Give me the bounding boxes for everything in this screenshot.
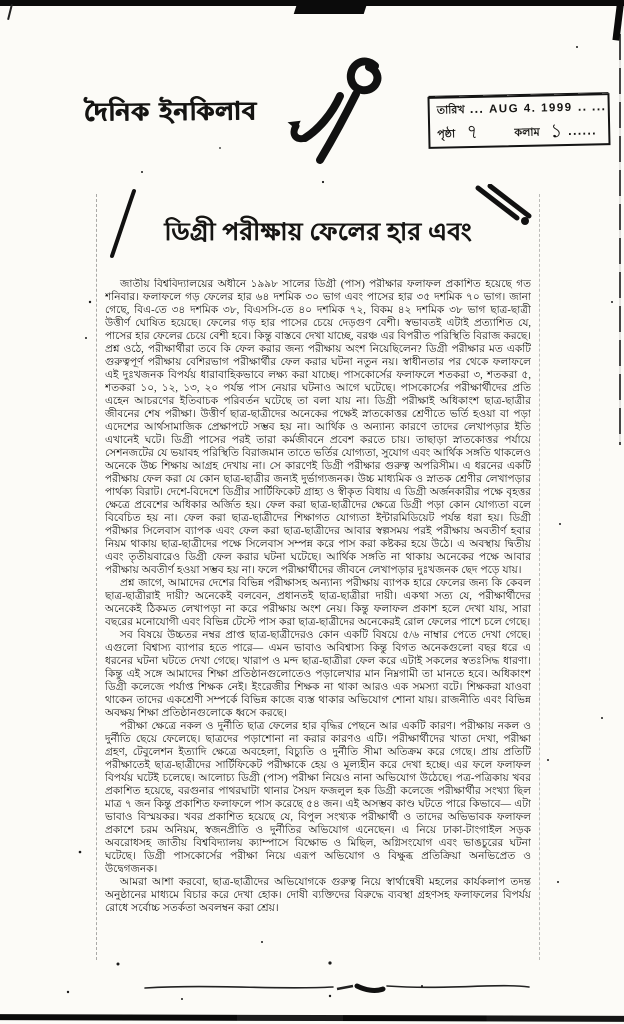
article-headline: ডিগ্রী পরীক্ষায় ফেলের হার এবং xyxy=(164,219,472,247)
article-paragraph: জাতীয় বিশ্ববিদ্যালয়ের অধীনে ১৯৯৮ সালের ডিগ্রী (পাস) পরীক্ষার ফলাফল প্রকাশিত হয়েছে গত শনিবার। ফলাফলে গড় ফেলের হার ৬৪ দশমিক ৩০ ভাগ এবং পাসের হার ৩৫ দশমিক ৭০ ভাগ। জানা গেছে, বিএ-তে ৩৪ দশমিক ৩৮, বিএসসি-তে ৪০ দশমিক ৭২, বিকম ৪২ দশমিক ৩৮ ভাগ ছাত্র-ছাত্রী উত্তীর্ণ ঘোষিত হয়েছে। ফেলের গড় হার পাসের চেয়ে দেড়গুণ বেশী। স্বভাবতই এটাই প্রত্যাশিত যে, পাসের হার ফেলের চেয়ে বেশী হবে। কিন্তু বাস্তবে দেখা যাচ্ছে, বরঞ্চ এর বিপরীত পরিস্থিতি বিরাজ করছে। প্রশ্ন ওঠে, পরীক্ষার্থীরা তবে কি ফেল করার জন্য পরীক্ষায় অংশ নিয়েছিলেন? ডিগ্রী পরীক্ষার মত একটি গুরুত্বপূর্ণ পরীক্ষায় বেশিরভাগ পরীক্ষার্থীর ফেল করার ঘটনা নতুন নয়। স্বাধীনতার পর থেকে ফলাফলে এই দুঃখজনক বিপর্যয় ধারাবাহিকভাবে লক্ষ্য করা যাচ্ছে। পাসকোর্সের ফলাফলে শতকরা ৩, শতকরা ৫, শতকরা ১০, ১২, ১৩, ২০ পর্যন্ত পাস নেয়ার ঘটনাও আগে ঘটেছে। পাসকোর্সের পরীক্ষার্থীদের প্রতি এহেন আচরণের ইতিবাচক পরিবর্তন ঘটেছে তা বলা যায় না। ডিগ্রী পরীক্ষাই অধিকাংশ ছাত্র-ছাত্রীর জীবনের শেষ পরীক্ষা। উত্তীর্ণ ছাত্র-ছাত্রীদের অনেকের পক্ষেই স্নাতকোত্তর শ্রেণীতে ভর্তি হওয়া বা পড়া এদেশের আর্থসামাজিক প্রেক্ষাপটে সম্ভব হয় না। আর্থিক ও অন্যান্য কারণে তাদের লেখাপড়ার ইতি এখানেই ঘটে। ডিগ্রী পাসের পরই তারা কর্মজীবনে প্রবেশ করতে চায়। তাছাড়া স্নাতকোত্তর পর্যায়ে সেশনজটের যে ভয়াবহ পরিস্থিতি বিরাজমান তাতে ভর্তির যোগ্যতা, সুযোগ এবং আর্থিক সঙ্গতি থাকলেও অনেকে উচ্চ শিক্ষায় আগ্রহ দেখায় না। সে কারণেই ডিগ্রী পরীক্ষার গুরুত্ব অপরিসীম। এ ধরনের একটি পরীক্ষায় ফেল করা যে কোন ছাত্র-ছাত্রীর জন্যই দুর্ভাগ্যজনক। উচ্চ মাধ্যমিক ও স্নাতক শ্রেণীর লেখাপড়ার পার্থক্য বিরাট। দেশে-বিদেশে ডিগ্রীর সার্টিফিকেট গ্রাহ্য ও স্বীকৃত বিধায় এ ডিগ্রী অর্জনকারীর পক্ষে বৃহত্তর ক্ষেত্রে প্রবেশের অধিকার অর্জিত হয়। ফেল করা ছাত্র-ছাত্রীদের ক্ষেত্রে ডিগ্রী পড়া কোন যোগ্যতা বলে বিবেচিত হয় না। ফেল করা ছাত্র-ছাত্রীদের শিক্ষাগত যোগ্যতা ইন্টারমিডিয়েট পর্যন্ত ধরা হয়। ডিগ্রী পরীক্ষার সিলেবাস ব্যাপক এবং ফেল করা ছাত্র-ছাত্রীদের আবার স্বল্পসময় পরই পরীক্ষায় অবতীর্ণ হবার নিয়ম থাকায় ছাত্র-ছাত্রীদের পক্ষে সিলেবাস সম্পন্ন করে পাস করা কষ্টকর হয়ে উঠে। এ অবস্থায় দ্বিতীয় এবং তৃতীয়বারেও ডিগ্রী ফেল করার ঘটনা ঘটেছে। আর্থিক সঙ্গতি না থাকায় অনেকের পক্ষে আবার পরীক্ষায় অবতীর্ণ হওয়া সম্ভব হয় না। ফলে পরীক্ষার্থীদের জীবনে লেখাপড়ার দুঃখজনক ছেদ পড়ে যায়। xyxy=(105,278,531,576)
handwritten-page-number: ৭ xyxy=(464,121,480,144)
handwritten-slash-mark xyxy=(107,188,137,260)
page-label: পৃষ্ঠা xyxy=(437,127,456,141)
stamp-date-row xyxy=(436,98,607,120)
article-body xyxy=(105,278,531,976)
column-label: কলাম xyxy=(514,125,540,140)
paper-crease xyxy=(619,0,621,445)
stamp-page-row xyxy=(437,119,601,144)
handwritten-column-number: ১ xyxy=(549,120,564,143)
column-dots: ...... xyxy=(567,126,597,138)
article-paragraph: আমরা আশা করবো, ছাত্র-ছাত্রীদের অভিযোগকে গুরুত্ব নিয়ে স্বার্থান্বেষী মহলের কার্যকলাপ তদন্ত অনুষ্ঠানের মাধ্যমে বিচার করে দেখা হোক। দোষী ব্যক্তিদের বিরুদ্ধে ব্যবস্থা গ্রহণসহ ফলাফলের বিপর্যয় রোধে সর্বোচ্চ সতর্কতা অবলম্বন করা শ্রেয়। xyxy=(105,876,531,914)
scan-mark-top-left xyxy=(7,4,13,20)
article-paragraph: পরীক্ষা ক্ষেত্রে নকল ও দুর্নীতি ছাত্র ফেলের হার বৃদ্ধির পেছনে আর একটি কারণ। পরীক্ষায় নকল ও দুর্নীতি ছেয়ে ফেলেছে। ছাত্রদের পড়াশোনা না করার কারণও এটি। পরীক্ষার্থীদের খাতা দেখা, পরীক্ষা গ্রহণ, টেবুলেশন ইত্যাদি ক্ষেত্রে অবহেলা, বিচ্যুতি ও দুর্নীতি সীমা অতিক্রম করে গেছে। প্রায় প্রতিটি পরীক্ষাতেই ছাত্র-ছাত্রীদের সার্টিফিকেট পরীক্ষাকে হেয় ও মূল্যহীন করে দেখা হচ্ছে। এর ফলে ফলাফল বিপর্যয় ঘটেই চলেছে। আলোচ্য ডিগ্রী (পাস) পরীক্ষা নিয়েও নানা অভিযোগ উঠেছে। পত্র-পত্রিকায় খবর প্রকাশিত হয়েছে, বরগুনার পাথরঘাটা থানার সৈয়দ ফজলুল হক ডিগ্রী কলেজে পরীক্ষার্থীর সংখ্যা ছিল মাত্র ৭ জন কিন্তু প্রকাশিত ফলাফলে পাস করেছে ৫৪ জন। এই অসম্ভব কাণ্ড ঘটতে পারে কিভাবে— এটা ভাবাও বিস্ময়কর। খবর প্রকাশিত হয়েছে যে, বিপুল সংখ্যক পরীক্ষার্থী ও তাদের অভিভাবক ফলাফল প্রকাশে চরম অনিয়ম, স্বজনপ্রীতি ও দুর্নীতির অভিযোগ এনেছেন। এ নিয়ে ঢাকা-টাংগাইল সড়ক অবরোধসহ জাতীয় বিশ্ববিদ্যালয় ক্যাম্পাসে বিক্ষোভ ও মিছিল, অগ্নিসংযোগ এবং ভাঙচুরের ঘটনা ঘটেছে। ডিগ্রী পাসকোর্সের পরীক্ষা নিয়ে এরূপ অভিযোগ ও বিক্ষুব্ধ প্রতিক্রিয়া অনভিপ্রেত ও উদ্বেগজনক। xyxy=(105,720,531,875)
article-paragraph: সব বিষয়ে উচ্চতর নম্বর প্রাপ্ত ছাত্র-ছাত্রীদেরও কোন একটি বিষয়ে ৫/৬ নাম্বার পেতে দেখা গেছে। এগুলো বিশ্বাস্য ব্যাপার হতে পারে— এমন ভাবাও অবিশ্বাস্য কিন্তু বিগত অনেকগুলো বছর ধরে এ ধরনের ঘটনা ঘটতে দেখা গেছে। খারাপ ও মন্দ ছাত্র-ছাত্রীরা ফেল করে এটাই সকলের স্বতঃসিদ্ধ ধারণা। কিন্তু এই সঙ্গে আমাদের শিক্ষা প্রতিষ্ঠানগুলোতেও পড়ালেখার মান নিম্নগামী তা মানতে হবে। অধিকাংশ ডিগ্রী কলেজে পর্যাপ্ত শিক্ষক নেই। ইংরেজীর শিক্ষক না থাকা আরও এক সমস্যা বটে। শিক্ষকরা যাওবা থাকেন তাদের একশ্রেণী সম্পর্কে বিভিন্ন কাজে ব্যস্ত থাকার অভিযোগ শোনা যায়। রাজনীতি এবং বিভিন্ন অবক্ষয় শিক্ষা প্রতিষ্ঠানগুলোকে ধ্বসে করছে। xyxy=(105,629,531,719)
date-stamp-value: AUG 4. 1999 xyxy=(488,101,573,116)
handwritten-end-underline xyxy=(105,978,533,996)
date-dots-prefix: ... xyxy=(469,104,485,117)
newspaper-masthead: দৈনিক ইনকিলাব xyxy=(83,96,257,127)
handwritten-double-slash-mark xyxy=(475,184,535,230)
stamp-spacer xyxy=(484,136,510,137)
headline-row xyxy=(105,198,531,271)
date-label: তারিখ xyxy=(436,103,465,117)
scan-edge-notch xyxy=(294,0,369,14)
handwritten-number xyxy=(258,52,388,177)
article-clipping xyxy=(96,194,540,960)
date-stamp-box xyxy=(427,93,610,149)
article-paragraph: প্রশ্ন জাগে, আমাদের দেশের বিভিন্ন পরীক্ষাসহ অন্যান্য পরীক্ষায় ব্যাপক হারে ফেলের জন্য কি কেবল ছাত্র-ছাত্রীরাই দায়ী? অনেকেই বলবেন, প্রধানতই ছাত্র-ছাত্রীরা দায়ী। একথা সত্য যে, পরীক্ষার্থীদের অনেকেই ঠিকমত লেখাপড়া না করে পরীক্ষায় অংশ নেয়। কিন্তু ফলাফল প্রকাশ হলে দেখা যায়, সারা বছরের মনোযোগী এবং বিভিন্ন টেস্টে পাস করা ছাত্র-ছাত্রীদের অনেকেরই রোল ফেলের পাশে চলে গেছে। xyxy=(105,577,531,628)
scan-edge-bottom xyxy=(0,1014,624,1022)
date-dots-suffix: .. ... xyxy=(577,102,607,114)
